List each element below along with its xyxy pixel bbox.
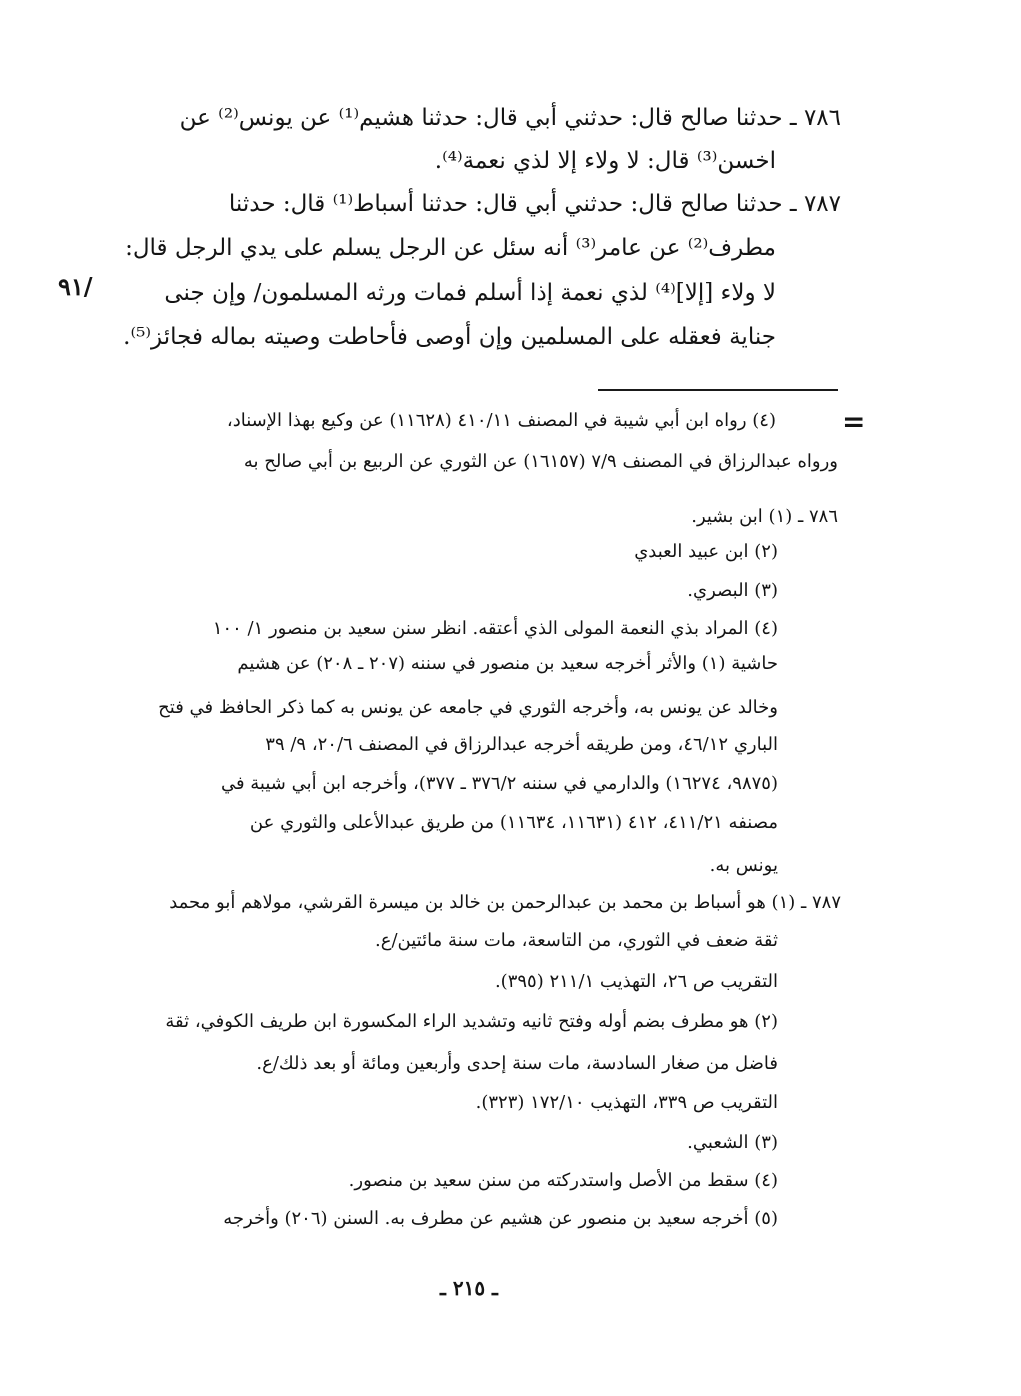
footnote-line: التقريب ص ٢٦، التهذيب ٢١١/١ (٣٩٥). (494, 971, 778, 992)
footnote-line: ورواه عبدالرزاق في المصنف ٧/٩ (١٦١٥٧) عن الثوري عن الربيع بن أبي صالح به (243, 451, 838, 472)
main-line-4: مطرف⁽²⁾ عن عامر⁽³⁾ أنه سئل عن الرجل يسلم على يدي الرجل قال: (125, 235, 776, 261)
footnote-line: التقريب ص ٣٣٩، التهذيب ١٧٢/١٠ (٣٢٣). (475, 1092, 778, 1113)
footnote-line: (٩٨٧٥، ١٦٢٧٤) والدارمي في سننه ٣٧٦/٢ ـ ٣٧٧)، وأخرجه ابن أبي شيبة في (220, 773, 778, 794)
footnote-line: (٥) أخرجه سعيد بن منصور عن هشيم عن مطرف به. السنن (٢٠٦) وأخرجه (223, 1208, 778, 1229)
footnote-line: ثقة ضعف في الثوري، من التاسعة، مات سنة مائتين/ع. (375, 930, 778, 951)
footnote-line: (٢) ابن عبيد العبدي (634, 541, 778, 562)
main-line-1: ٧٨٦ ـ حدثنا صالح قال: حدثني أبي قال: حدثنا هشيم⁽¹⁾ عن يونس⁽²⁾ عن (179, 105, 841, 131)
footnote-line: (٤) سقط من الأصل واستدركته من سنن سعيد بن منصور. (348, 1170, 778, 1191)
main-line-2: اخسن⁽³⁾ قال: لا ولاء إلا لذي نعمة⁽⁴⁾. (434, 148, 776, 174)
footnote-line: حاشية (١) والأثر أخرجه سعيد بن منصور في سننه (٢٠٧ ـ ٢٠٨) عن هشيم (237, 653, 778, 674)
footnote-line: (٣) الشعبي. (687, 1132, 778, 1153)
footnote-line: (٣) البصري. (687, 580, 778, 601)
footnote-line: (٢) هو مطرف بضم أوله وفتح ثانيه وتشديد الراء المكسورة ابن طريف الكوفي، ثقة (165, 1011, 778, 1032)
footnote-line: مصنفه ٤١١/٢١، ٤١٢ (١١٦٣١، ١١٦٣٤) من طريق عبدالأعلى والثوري عن (249, 812, 778, 833)
continuation-mark: = (842, 405, 866, 438)
footnote-line: يونس به. (709, 855, 778, 876)
main-line-5: لا ولاء [إلا]⁽⁴⁾ لذي نعمة إذا أسلم فمات ورثه المسلمون/ وإن جنى (164, 280, 776, 306)
footnote-line: (٤) المراد بذي النعمة المولى الذي أعتقه. انظر سنن سعيد بن منصور ١/ ١٠٠ (212, 618, 778, 639)
footnote-line: الباري ٤٦/١٢، ومن طريقه أخرجه عبدالرزاق في المصنف ٢٠/٦، ٩/ ٣٩ (265, 734, 778, 755)
footnote-line: وخالد عن يونس به، وأخرجه الثوري في جامعه عن يونس به كما ذكر الحافظ في فتح (158, 697, 778, 718)
footnote-line: ٧٨٦ ـ (١) ابن بشير. (691, 506, 838, 527)
footnote-line: (٤) رواه ابن أبي شيبة في المصنف ٤١٠/١١ (١١٦٢٨) عن وكيع بهذا الإسناد، (226, 410, 776, 431)
margin-page-ref: ٩١/ (58, 272, 93, 301)
footnote-line: فاضل من صغار السادسة، مات سنة إحدى وأربعين ومائة أو بعد ذلك/ع. (256, 1053, 778, 1074)
main-line-6: جناية فعقله على المسلمين وإن أوصى فأحاطت وصيته بماله فجائز⁽⁵⁾. (123, 324, 776, 350)
page-number: ـ ٢١٥ ـ (440, 1276, 498, 1300)
footnote-line: ٧٨٧ ـ (١) هو أسباط بن محمد بن عبدالرحمن بن خالد بن ميسرة القرشي، مولاهم أبو محمد (169, 892, 841, 913)
footnote-separator (598, 389, 838, 391)
main-line-3: ٧٨٧ ـ حدثنا صالح قال: حدثني أبي قال: حدثنا أسباط⁽¹⁾ قال: حدثنا (228, 191, 841, 217)
